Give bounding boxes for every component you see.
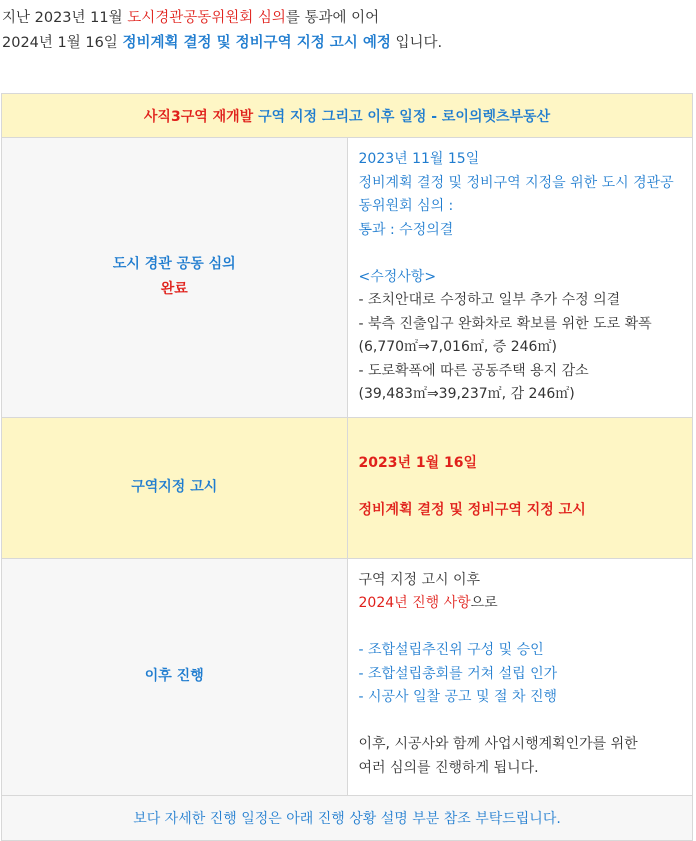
intro-line2-highlight: 정비계획 결정 및 정비구역 지정 고시 예정	[122, 35, 391, 51]
intro-line-2	[2, 31, 442, 56]
intro-line2-suffix: 입니다.	[390, 35, 443, 51]
intro-line1-highlight: 도시경관공동위원회 심의	[127, 10, 286, 26]
content-line: - 조치안대로 수정하고 일부 추가 수정 의결	[358, 292, 621, 308]
row-label-text: 구역지정 고시	[131, 479, 218, 495]
intro-text	[2, 6, 442, 56]
row-label-next-steps	[2, 558, 348, 795]
table-row	[2, 138, 693, 418]
section-title: <수정사항>	[358, 268, 437, 285]
list-item: - 조합설립총회를 거쳐 설립 인가	[358, 665, 558, 682]
list-item: - 시공사 일찰 공고 및 절 차 진행	[358, 689, 557, 705]
row-label-designation	[2, 417, 348, 558]
row-label-line1: 도시 경관 공동 심의	[112, 256, 236, 273]
content-line: (6,770㎡⇒7,016㎡, 증 246㎡)	[358, 339, 557, 355]
intro-line1-suffix: 를 통과에 이어	[285, 10, 380, 26]
row-content-next-steps	[347, 558, 693, 795]
content-line: - 도로확폭에 따른 공동주택 용지 감소	[358, 362, 589, 379]
table-footer-row	[2, 795, 693, 840]
content-suffix: 으로	[470, 595, 498, 611]
row-label-line2: 완료	[160, 281, 188, 298]
row-content-designation	[347, 417, 693, 558]
row-content-review	[347, 138, 693, 418]
table-header-blue: 구역 지정 그리고 이후 일정 - 로이의렛츠부동산	[253, 108, 551, 125]
intro-line2-prefix: 2024년 1월 16일	[2, 35, 123, 51]
row-label-text: 이후 진행	[144, 668, 204, 684]
schedule-table	[1, 93, 693, 841]
content-line: 구역 지정 고시 이후	[358, 571, 481, 588]
table-footer: 보다 자세한 진행 일정은 아래 진행 상황 설명 부분 참조 부탁드립니다.	[2, 795, 693, 840]
intro-line1-prefix: 지난 2023년 11월	[2, 10, 128, 26]
table-header-red: 사직3구역 재개발	[143, 108, 254, 125]
row-label-review	[2, 138, 348, 418]
designation-event: 정비계획 결정 및 정비구역 지정 고시	[358, 501, 586, 518]
intro-line-1	[2, 6, 442, 31]
content-line: (39,483㎡⇒39,237㎡, 감 246㎡)	[358, 386, 575, 402]
designation-date: 2023년 1월 16일	[358, 454, 478, 471]
content-line: 이후, 시공사와 함께 사업시행계획인가를 위한	[358, 736, 638, 752]
content-line: 2023년 11월 15일	[358, 151, 480, 167]
content-highlight: 2024년 진행 사항	[358, 595, 471, 611]
table-header	[2, 94, 693, 138]
content-line: 정비계획 결정 및 정비구역 지정을 위한 도시 경관공동위원회 심의 :	[358, 174, 674, 214]
list-item: - 조합설립추진위 구성 및 승인	[358, 642, 544, 658]
content-line: 통과 : 수정의결	[358, 221, 454, 238]
content-line: 여러 심의를 진행하게 됩니다.	[358, 759, 539, 776]
table-row	[2, 558, 693, 795]
content-line	[359, 592, 685, 616]
table-row	[2, 417, 693, 558]
table-header-row	[2, 94, 693, 138]
content-line: - 북측 진출입구 완화차로 확보를 위한 도로 확폭	[358, 315, 652, 332]
